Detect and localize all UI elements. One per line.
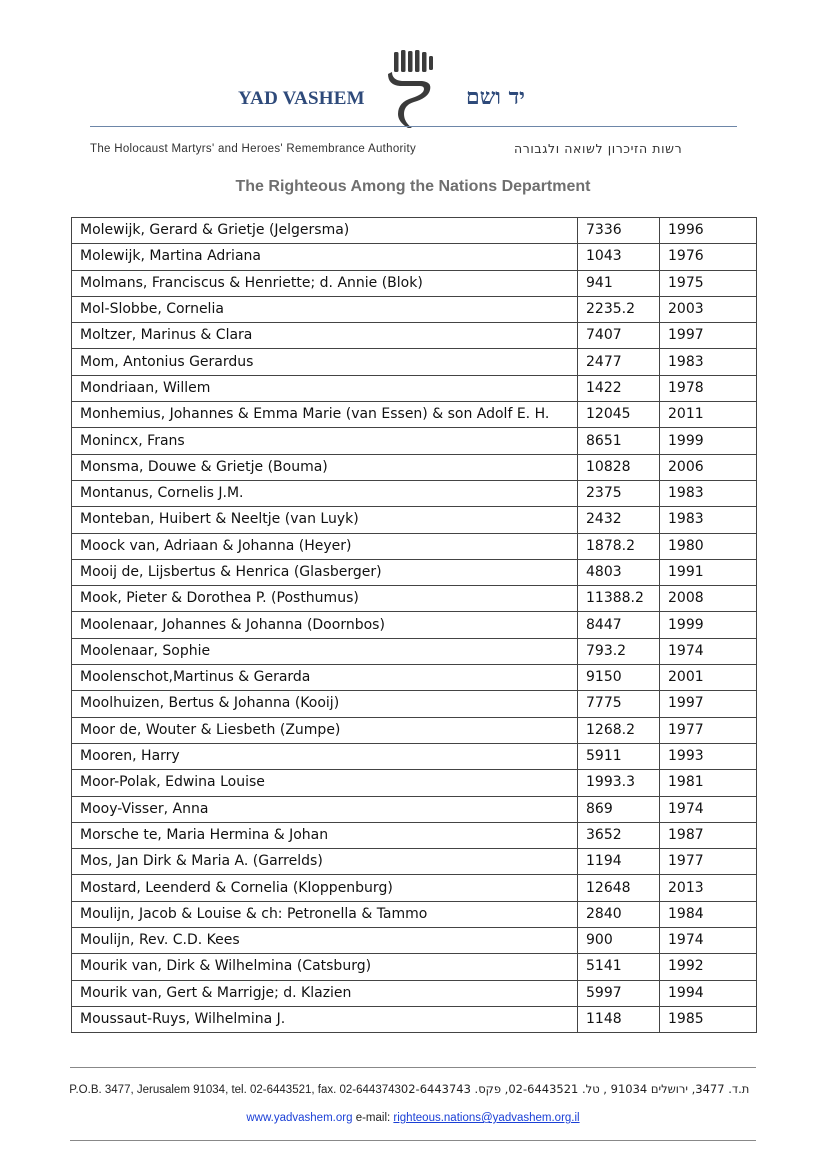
file-number-cell: 941: [578, 270, 660, 296]
recognition-year-cell: 1993: [660, 743, 757, 769]
rescuer-name-cell: Monteban, Huibert & Neeltje (van Luyk): [72, 507, 578, 533]
table-row: [72, 954, 757, 980]
recognition-year-cell: 1981: [660, 770, 757, 796]
rescuer-name-cell: Mos, Jan Dirk & Maria A. (Garrelds): [72, 849, 578, 875]
rescuer-name-cell: Moussaut-Ruys, Wilhelmina J.: [72, 1006, 578, 1032]
table-row: [72, 270, 757, 296]
footer-address: [0, 1082, 826, 1096]
file-number-cell: 1148: [578, 1006, 660, 1032]
file-number-cell: 1268.2: [578, 717, 660, 743]
file-number-cell: 1422: [578, 375, 660, 401]
recognition-year-cell: 2011: [660, 402, 757, 428]
recognition-year-cell: 1978: [660, 375, 757, 401]
table-row: [72, 323, 757, 349]
recognition-year-cell: 1980: [660, 533, 757, 559]
table-row: [72, 586, 757, 612]
table-row: [72, 770, 757, 796]
table-body: [72, 218, 757, 1033]
recognition-year-cell: 1977: [660, 849, 757, 875]
recognition-year-cell: 1975: [660, 270, 757, 296]
table-row: [72, 375, 757, 401]
rescuer-name-cell: Moolhuizen, Bertus & Johanna (Kooij): [72, 691, 578, 717]
file-number-cell: 7336: [578, 218, 660, 244]
file-number-cell: 1993.3: [578, 770, 660, 796]
recognition-year-cell: 2003: [660, 296, 757, 322]
table-row: [72, 533, 757, 559]
table-row: [72, 454, 757, 480]
table-row: [72, 507, 757, 533]
recognition-year-cell: 1999: [660, 428, 757, 454]
recognition-year-cell: 1974: [660, 928, 757, 954]
recognition-year-cell: 1996: [660, 218, 757, 244]
recognition-year-cell: 1997: [660, 691, 757, 717]
file-number-cell: 7775: [578, 691, 660, 717]
rescuer-name-cell: Monincx, Frans: [72, 428, 578, 454]
table-row: [72, 743, 757, 769]
recognition-year-cell: 1999: [660, 612, 757, 638]
recognition-year-cell: 2001: [660, 665, 757, 691]
rescuer-name-cell: Mourik van, Dirk & Wilhelmina (Catsburg): [72, 954, 578, 980]
recognition-year-cell: 1997: [660, 323, 757, 349]
rescuer-name-cell: Moulijn, Jacob & Louise & ch: Petronella & Tammo: [72, 901, 578, 927]
table-row: [72, 349, 757, 375]
footer-contact: [0, 1112, 826, 1124]
recognition-year-cell: 1974: [660, 796, 757, 822]
file-number-cell: 793.2: [578, 638, 660, 664]
table-row: [72, 665, 757, 691]
file-number-cell: 7407: [578, 323, 660, 349]
rescuer-name-cell: Monsma, Douwe & Grietje (Bouma): [72, 454, 578, 480]
rescuer-name-cell: Montanus, Cornelis J.M.: [72, 480, 578, 506]
email-link[interactable]: righteous.nations@yadvashem.org.il: [393, 1112, 580, 1124]
table-row: [72, 559, 757, 585]
address-hebrew: [401, 1082, 757, 1096]
email-label: e-mail:: [355, 1112, 391, 1124]
brand-name-english: YAD VASHEM: [238, 88, 365, 109]
table-row: [72, 1006, 757, 1032]
file-number-cell: 2235.2: [578, 296, 660, 322]
file-number-cell: 12045: [578, 402, 660, 428]
rescuer-name-cell: Molewijk, Gerard & Grietje (Jelgersma): [72, 218, 578, 244]
rescuer-name-cell: Mooren, Harry: [72, 743, 578, 769]
file-number-cell: 2477: [578, 349, 660, 375]
rescuer-name-cell: Mondriaan, Willem: [72, 375, 578, 401]
table-row: [72, 691, 757, 717]
rescuer-name-cell: Morsche te, Maria Hermina & Johan: [72, 822, 578, 848]
file-number-cell: 11388.2: [578, 586, 660, 612]
table-row: [72, 928, 757, 954]
rescuer-name-cell: Mom, Antonius Gerardus: [72, 349, 578, 375]
rescuer-name-cell: Moltzer, Marinus & Clara: [72, 323, 578, 349]
recognition-year-cell: 1974: [660, 638, 757, 664]
rescuer-name-cell: Monhemius, Johannes & Emma Marie (van Essen) & son Adolf E. H.: [72, 402, 578, 428]
footer-divider-bottom: [70, 1140, 756, 1141]
rescuer-name-cell: Mourik van, Gert & Marrigje; d. Klazien: [72, 980, 578, 1006]
table-row: [72, 638, 757, 664]
recognition-year-cell: 1983: [660, 349, 757, 375]
table-row: [72, 875, 757, 901]
file-number-cell: 2375: [578, 480, 660, 506]
table-row: [72, 980, 757, 1006]
rescuer-name-cell: Molmans, Franciscus & Henriette; d. Annie (Blok): [72, 270, 578, 296]
table-row: [72, 402, 757, 428]
table-row: [72, 901, 757, 927]
recognition-year-cell: 1976: [660, 244, 757, 270]
rescuer-name-cell: Moolenaar, Johannes & Johanna (Doornbos): [72, 612, 578, 638]
recognition-year-cell: 1994: [660, 980, 757, 1006]
address-english: P.O.B. 3477, Jerusalem 91034, tel. 02-6443521, fax. 02-6443743: [69, 1084, 401, 1096]
rescuer-name-cell: Mook, Pieter & Dorothea P. (Posthumus): [72, 586, 578, 612]
recognition-year-cell: 1977: [660, 717, 757, 743]
brand-name-hebrew: יד ושם: [466, 84, 525, 110]
rescuer-name-cell: Mol-Slobbe, Cornelia: [72, 296, 578, 322]
rescuer-name-cell: Mostard, Leenderd & Cornelia (Kloppenburg): [72, 875, 578, 901]
table-row: [72, 822, 757, 848]
file-number-cell: 869: [578, 796, 660, 822]
file-number-cell: 3652: [578, 822, 660, 848]
rescuer-name-cell: Molewijk, Martina Adriana: [72, 244, 578, 270]
recognition-year-cell: 1984: [660, 901, 757, 927]
table-row: [72, 428, 757, 454]
table-row: [72, 296, 757, 322]
rescuer-name-cell: Moor de, Wouter & Liesbeth (Zumpe): [72, 717, 578, 743]
righteous-list-table: [71, 217, 757, 1033]
rescuer-name-cell: Moolenaar, Sophie: [72, 638, 578, 664]
authority-name-english: The Holocaust Martyrs' and Heroes' Remembrance Authority: [90, 143, 417, 155]
file-number-cell: 1878.2: [578, 533, 660, 559]
authority-name-hebrew: רשות הזיכרון לשואה ולגבורה: [514, 141, 683, 156]
file-number-cell: 2840: [578, 901, 660, 927]
file-number-cell: 4803: [578, 559, 660, 585]
file-number-cell: 1043: [578, 244, 660, 270]
menorah-logo-icon: [386, 48, 438, 130]
recognition-year-cell: 1992: [660, 954, 757, 980]
recognition-year-cell: 1983: [660, 507, 757, 533]
file-number-cell: 8447: [578, 612, 660, 638]
table-row: [72, 717, 757, 743]
file-number-cell: 1194: [578, 849, 660, 875]
file-number-cell: 5141: [578, 954, 660, 980]
rescuer-name-cell: Moor-Polak, Edwina Louise: [72, 770, 578, 796]
rescuer-name-cell: Moock van, Adriaan & Johanna (Heyer): [72, 533, 578, 559]
table-row: [72, 244, 757, 270]
file-number-cell: 5997: [578, 980, 660, 1006]
file-number-cell: 12648: [578, 875, 660, 901]
rescuer-name-cell: Moolenschot,Martinus & Gerarda: [72, 665, 578, 691]
department-title: The Righteous Among the Nations Department: [235, 178, 591, 195]
recognition-year-cell: 1991: [660, 559, 757, 585]
rescuer-name-cell: Mooij de, Lijsbertus & Henrica (Glasberger): [72, 559, 578, 585]
table-row: [72, 218, 757, 244]
table-row: [72, 612, 757, 638]
recognition-year-cell: 1983: [660, 480, 757, 506]
table-row: [72, 480, 757, 506]
file-number-cell: 900: [578, 928, 660, 954]
footer-divider-top: [70, 1067, 756, 1068]
letterhead: [0, 0, 826, 205]
recognition-year-cell: 2008: [660, 586, 757, 612]
file-number-cell: 10828: [578, 454, 660, 480]
recognition-year-cell: 2006: [660, 454, 757, 480]
table-row: [72, 796, 757, 822]
recognition-year-cell: 2013: [660, 875, 757, 901]
header-divider: [90, 126, 737, 127]
file-number-cell: 5911: [578, 743, 660, 769]
website-link[interactable]: www.yadvashem.org: [246, 1112, 353, 1124]
rescuer-name-cell: Mooy-Visser, Anna: [72, 796, 578, 822]
recognition-year-cell: 1987: [660, 822, 757, 848]
address-hebrew-text: ת.ד. 3477, ירושלים 91034 , טל. 02-6443521, פקס. 02-6443743: [400, 1082, 750, 1096]
file-number-cell: 8651: [578, 428, 660, 454]
rescuer-name-cell: Moulijn, Rev. C.D. Kees: [72, 928, 578, 954]
file-number-cell: 2432: [578, 507, 660, 533]
recognition-year-cell: 1985: [660, 1006, 757, 1032]
table-row: [72, 849, 757, 875]
file-number-cell: 9150: [578, 665, 660, 691]
